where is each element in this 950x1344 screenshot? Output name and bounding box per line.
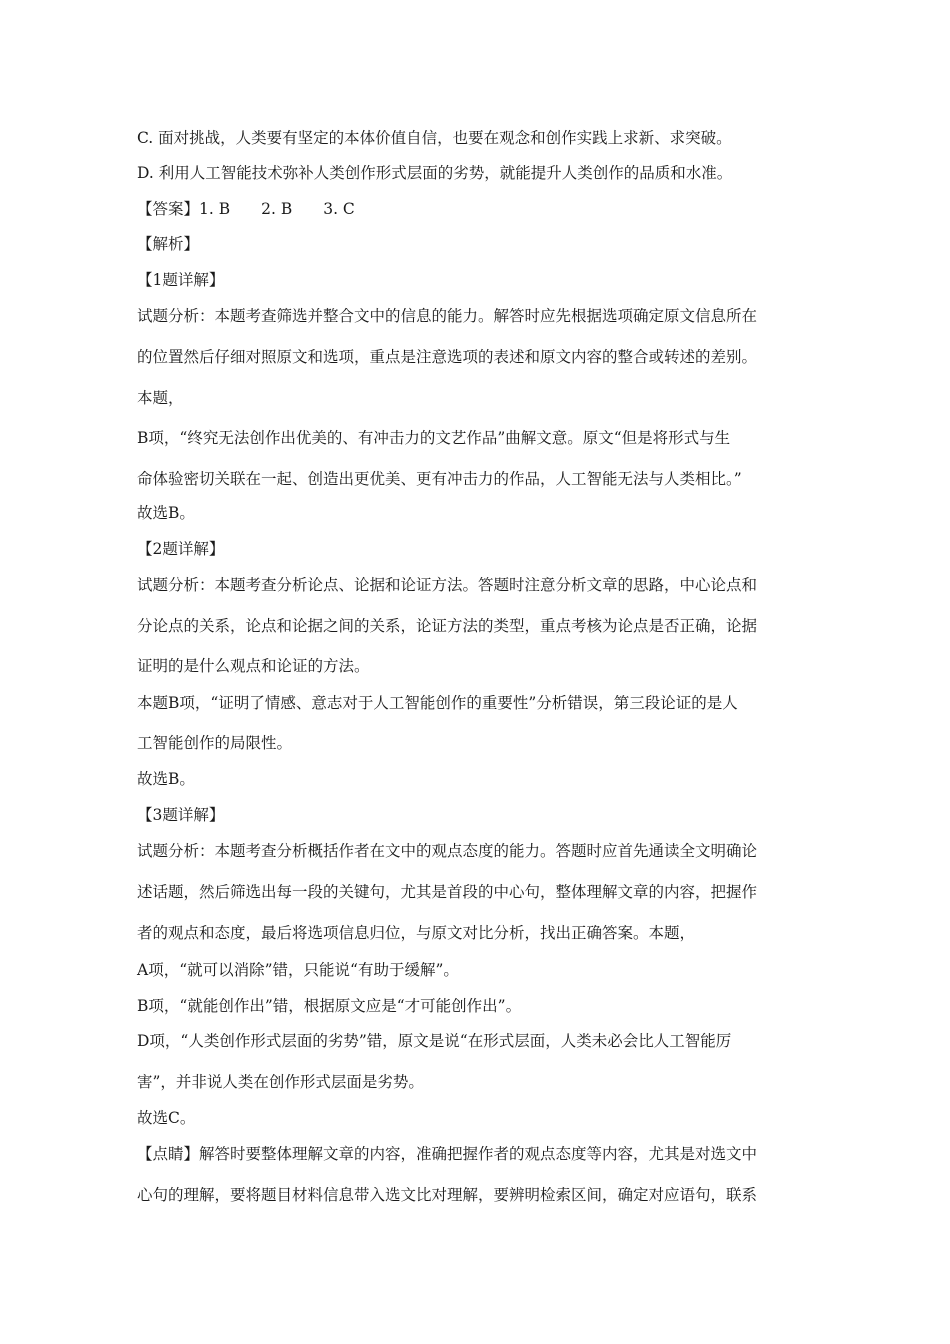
text-line: 工智能创作的局限性。 <box>137 734 293 752</box>
q2-heading: 【2题详解】 <box>137 540 225 558</box>
text-line: 述话题，然后筛选出每一段的关键句，尤其是首段的中心句，整体理解文章的内容，把握作 <box>137 883 758 901</box>
text-line: 试题分析：本题考查分析概括作者在文中的观点态度的能力。答题时应首先通读全文明确论 <box>137 842 758 860</box>
text-line: 试题分析：本题考查筛选并整合文中的信息的能力。解答时应先根据选项确定原文信息所在 <box>137 307 758 325</box>
text-line: 的位置然后仔细对照原文和选项，重点是注意选项的表述和原文内容的整合或转述的差别。 <box>137 348 758 366</box>
text-line: 证明的是什么观点和论证的方法。 <box>137 657 370 675</box>
option-d-line: D. 利用人工智能技术弥补人类创作形式层面的劣势，就能提升人类创作的品质和水准。 <box>137 164 733 182</box>
text-line: 试题分析：本题考查分析论点、论据和论证方法。答题时注意分析文章的思路，中心论点和 <box>137 576 758 594</box>
text-line: 者的观点和态度，最后将选项信息归位，与原文对比分析，找出正确答案。本题， <box>137 924 696 942</box>
q1-heading: 【1题详解】 <box>137 271 225 289</box>
text-line: 故选B。 <box>137 504 195 522</box>
text-line: 害”，并非说人类在创作形式层面是劣势。 <box>137 1073 424 1091</box>
text-line: 故选B。 <box>137 770 195 788</box>
text-line: 心句的理解，要将题目材料信息带入选文比对理解，要辨明检索区间，确定对应语句，联系 <box>137 1186 758 1204</box>
text-line: 本题， <box>137 389 184 407</box>
text-line: 故选C。 <box>137 1109 196 1127</box>
text-line: D项，“人类创作形式层面的劣势”错，原文是说“在形式层面，人类未必会比人工智能厉 <box>137 1032 732 1050</box>
text-line: B项，“就能创作出”错，根据原文应是“才可能创作出”。 <box>137 997 522 1015</box>
text-line: 命体验密切关联在一起、创造出更优美、更有冲击力的作品，人工智能无法与人类相比。” <box>137 470 742 488</box>
text-line: 分论点的关系，论点和论据之间的关系，论证方法的类型，重点考核为论点是否正确，论据 <box>137 617 758 635</box>
analysis-heading: 【解析】 <box>137 235 200 253</box>
q3-heading: 【3题详解】 <box>137 806 225 824</box>
text-line: A项，“就可以消除”错，只能说“有助于缓解”。 <box>137 961 459 979</box>
answer-line: 【答案】1. B 2. B 3. C <box>137 200 355 218</box>
key-point-line: 【点睛】解答时要整体理解文章的内容，准确把握作者的观点态度等内容，尤其是对选文中 <box>137 1145 758 1163</box>
option-c-line: C. 面对挑战，人类要有坚定的本体价值自信，也要在观念和创作实践上求新、求突破。 <box>137 129 732 147</box>
text-line: 本题B项，“证明了情感、意志对于人工智能创作的重要性”分析错误，第三段论证的是人 <box>137 694 738 712</box>
text-line: B项，“终究无法创作出优美的、有冲击力的文艺作品”曲解文意。原文“但是将形式与生 <box>137 429 731 447</box>
